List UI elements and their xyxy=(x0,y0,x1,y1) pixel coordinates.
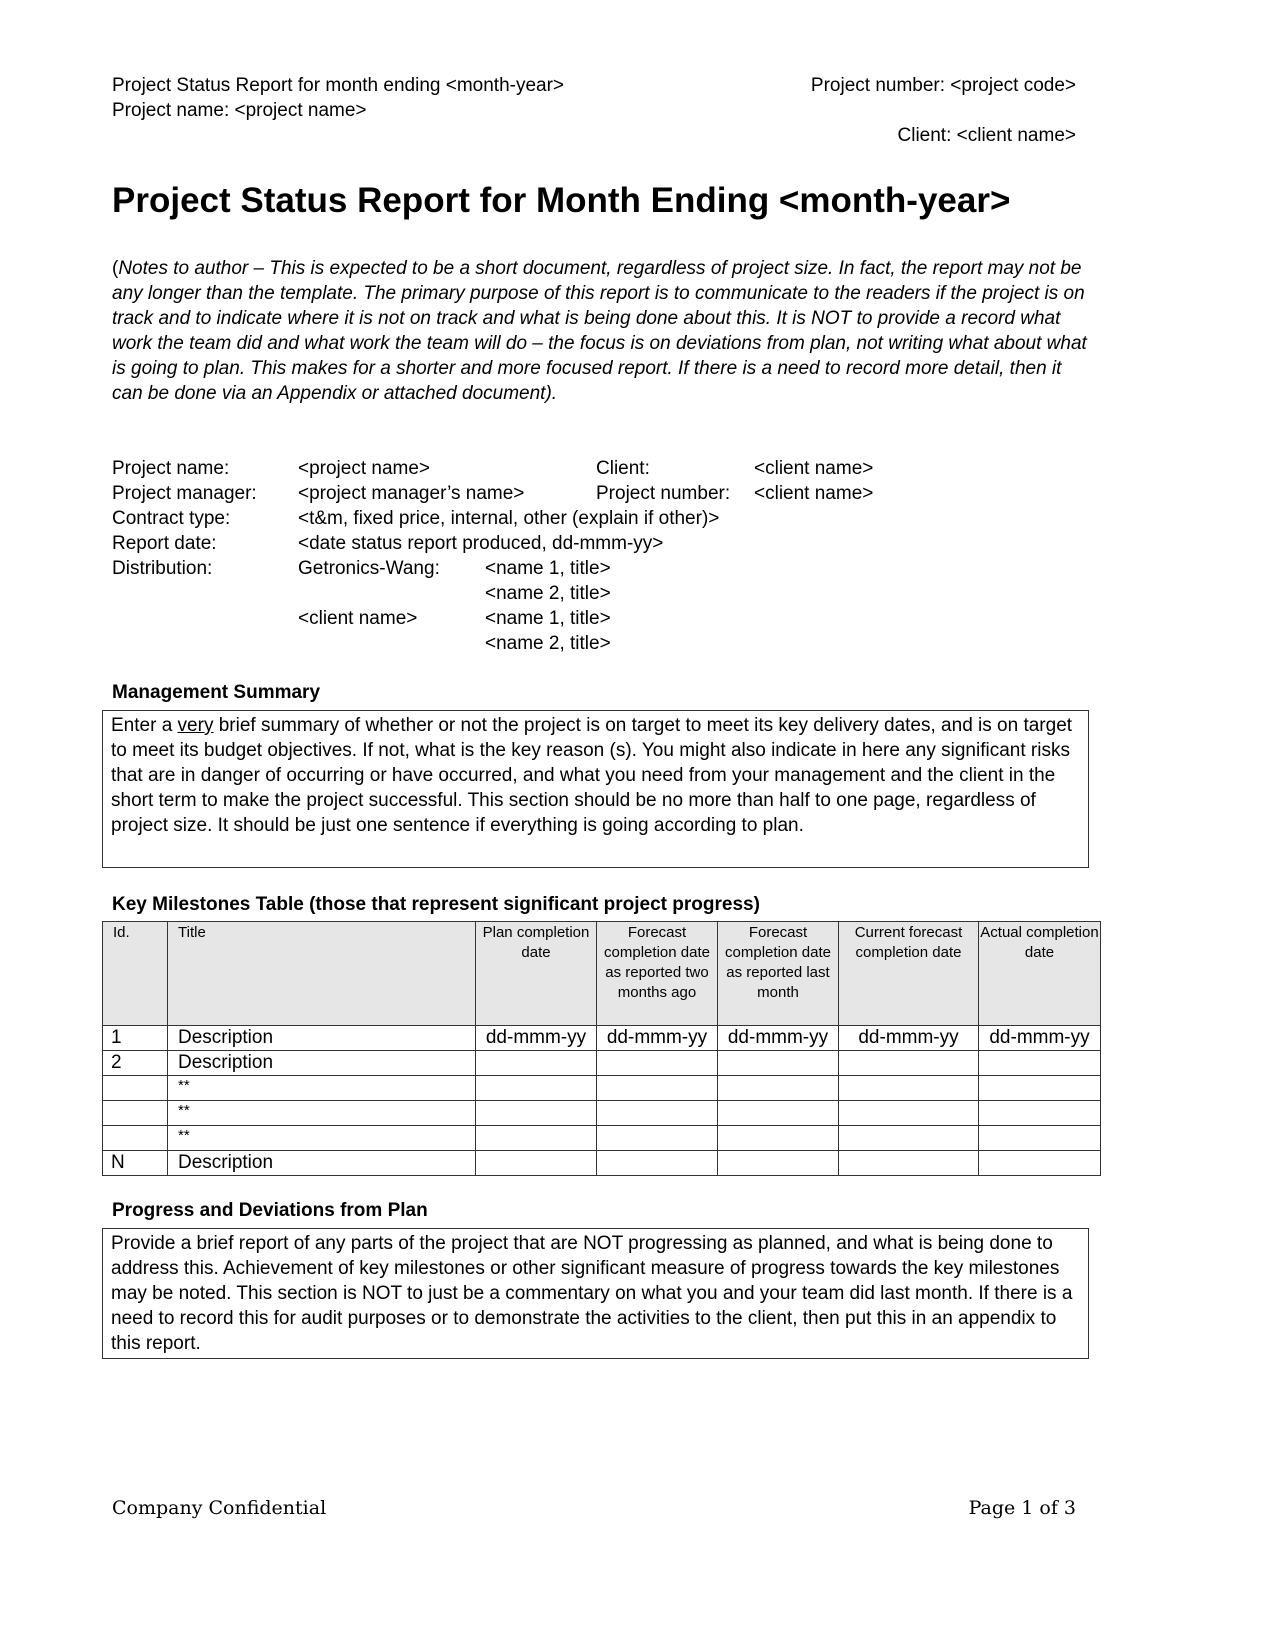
cell-forecast-last-month xyxy=(718,1051,839,1076)
cell-title: ** xyxy=(168,1076,476,1101)
cell-actual-date xyxy=(979,1151,1101,1176)
cell-current-forecast xyxy=(839,1051,979,1076)
cell-current-forecast xyxy=(839,1076,979,1101)
milestones-header-row xyxy=(103,922,1101,1026)
distribution-group-1-name-1: <name 1, title> xyxy=(485,558,611,579)
col-header-id: Id. xyxy=(103,922,168,1026)
cell-id xyxy=(103,1076,168,1101)
table-row xyxy=(103,1076,1101,1101)
cell-current-forecast xyxy=(839,1151,979,1176)
distribution-group-2: <client name> xyxy=(298,608,418,629)
report-date-label: Report date: xyxy=(112,533,217,554)
cell-plan-date xyxy=(476,1076,597,1101)
header-right-line2: Client: <client name> xyxy=(897,125,1076,146)
footer-confidential: Company Confidential xyxy=(112,1497,327,1519)
header-left-line2: Project name: <project name> xyxy=(112,100,367,121)
cell-forecast-two-months xyxy=(597,1126,718,1151)
table-row xyxy=(103,1101,1101,1126)
footer-page-number: Page 1 of 3 xyxy=(968,1497,1076,1519)
project-name-value: <project name> xyxy=(298,458,431,479)
cell-current-forecast: dd-mmm-yy xyxy=(839,1026,979,1051)
progress-heading: Progress and Deviations from Plan xyxy=(112,1200,428,1221)
notes-to-author xyxy=(112,256,1092,406)
table-row xyxy=(103,1126,1101,1151)
cell-id xyxy=(103,1126,168,1151)
cell-current-forecast xyxy=(839,1126,979,1151)
project-manager-label: Project manager: xyxy=(112,483,257,504)
cell-forecast-two-months xyxy=(597,1076,718,1101)
milestones-table xyxy=(102,921,1101,1176)
report-date-value: <date status report produced, dd-mmm-yy> xyxy=(298,533,664,554)
cell-actual-date xyxy=(979,1126,1101,1151)
col-header-current-forecast: Current forecast completion date xyxy=(839,922,979,1026)
cell-id: 1 xyxy=(103,1026,168,1051)
page-title: Project Status Report for Month Ending <month-year> xyxy=(112,181,1011,220)
cell-forecast-two-months: dd-mmm-yy xyxy=(597,1026,718,1051)
cell-forecast-two-months xyxy=(597,1101,718,1126)
col-header-title: Title xyxy=(168,922,476,1026)
cell-forecast-two-months xyxy=(597,1151,718,1176)
cell-actual-date xyxy=(979,1076,1101,1101)
management-summary-box xyxy=(102,710,1089,868)
cell-title: ** xyxy=(168,1101,476,1126)
distribution-group-2-name-1: <name 1, title> xyxy=(485,608,611,629)
table-row xyxy=(103,1151,1101,1176)
cell-forecast-last-month xyxy=(718,1126,839,1151)
distribution-group-1-name-2: <name 2, title> xyxy=(485,583,611,604)
cell-forecast-last-month xyxy=(718,1151,839,1176)
header-left-line1: Project Status Report for month ending <month-year> xyxy=(112,75,565,96)
cell-title: Description xyxy=(168,1151,476,1176)
cell-title: ** xyxy=(168,1126,476,1151)
milestones-heading: Key Milestones Table (those that represent significant project progress) xyxy=(112,894,760,915)
notes-open-paren: ( xyxy=(112,258,119,279)
management-summary-heading: Management Summary xyxy=(112,682,321,703)
distribution-label: Distribution: xyxy=(112,558,213,579)
col-header-plan-completion: Plan completion date xyxy=(476,922,597,1026)
cell-forecast-two-months xyxy=(597,1051,718,1076)
distribution-group-1: Getronics-Wang: xyxy=(298,558,440,579)
cell-plan-date xyxy=(476,1051,597,1076)
management-summary-post: brief summary of whether or not the project is on target to meet its key delivery dates, and is on target to meet its budget objectives. If not, what is the key reason (s). You might also indicate in here any significant risks that are in danger of occurring or have occurred, and what you need from your management and the client in the short term to make the project successful. This section should be no more than half to one page, regardless of project size. It should be just one sentence if everything is going according to plan. xyxy=(111,715,1073,836)
progress-text: Provide a brief report of any parts of the project that are NOT progressing as planned, and what is being done to address this. Achievement of key milestones or other significant measure of progress towards the key milestones may be noted. This section is NOT to just be a commentary on what you and your team did last month. If there is a need to record this for audit purposes or to demonstrate the activities to the client, then put this in an appendix to this report. xyxy=(111,1233,1073,1354)
cell-plan-date xyxy=(476,1126,597,1151)
project-number-value: <client name> xyxy=(754,483,874,504)
management-summary-emphasis: very xyxy=(177,715,214,736)
cell-plan-date xyxy=(476,1151,597,1176)
table-row xyxy=(103,1051,1101,1076)
table-row xyxy=(103,1026,1101,1051)
distribution-group-2-name-2: <name 2, title> xyxy=(485,633,611,654)
cell-plan-date xyxy=(476,1101,597,1126)
cell-current-forecast xyxy=(839,1101,979,1126)
cell-actual-date xyxy=(979,1101,1101,1126)
cell-forecast-last-month xyxy=(718,1101,839,1126)
contract-type-label: Contract type: xyxy=(112,508,231,529)
client-label: Client: xyxy=(596,458,650,479)
progress-box xyxy=(102,1228,1089,1359)
management-summary-pre: Enter a xyxy=(111,715,178,736)
cell-actual-date: dd-mmm-yy xyxy=(979,1026,1101,1051)
cell-id: 2 xyxy=(103,1051,168,1076)
cell-id xyxy=(103,1101,168,1126)
project-name-label: Project name: xyxy=(112,458,230,479)
notes-text: Notes to author – This is expected to be a short document, regardless of project size. In fact, the report may not be any longer than the template. The primary purpose of this report is to communicate to the readers if the project is on track and to indicate where it is not on track and what is being done about this. It is NOT to provide a record what work the team did and what work the team will do – the focus is on deviations from plan, not writing what about what is going to plan. This makes for a shorter and more focused report. If there is a need to record more detail, then it can be done via an Appendix or attached document). xyxy=(112,258,1087,404)
project-number-label: Project number: xyxy=(596,483,731,504)
cell-plan-date: dd-mmm-yy xyxy=(476,1026,597,1051)
col-header-forecast-last-month: Forecast completion date as reported last month xyxy=(718,922,839,1026)
client-value: <client name> xyxy=(754,458,874,479)
cell-id: N xyxy=(103,1151,168,1176)
cell-forecast-last-month: dd-mmm-yy xyxy=(718,1026,839,1051)
contract-type-value: <t&m, fixed price, internal, other (explain if other)> xyxy=(298,508,720,529)
cell-title: Description xyxy=(168,1026,476,1051)
project-manager-value: <project manager’s name> xyxy=(298,483,525,504)
col-header-actual-completion: Actual completion date xyxy=(979,922,1101,1026)
cell-actual-date xyxy=(979,1051,1101,1076)
col-header-forecast-two-months: Forecast completion date as reported two months ago xyxy=(597,922,718,1026)
header-right-line1: Project number: <project code> xyxy=(810,75,1076,96)
cell-title: Description xyxy=(168,1051,476,1076)
cell-forecast-last-month xyxy=(718,1076,839,1101)
